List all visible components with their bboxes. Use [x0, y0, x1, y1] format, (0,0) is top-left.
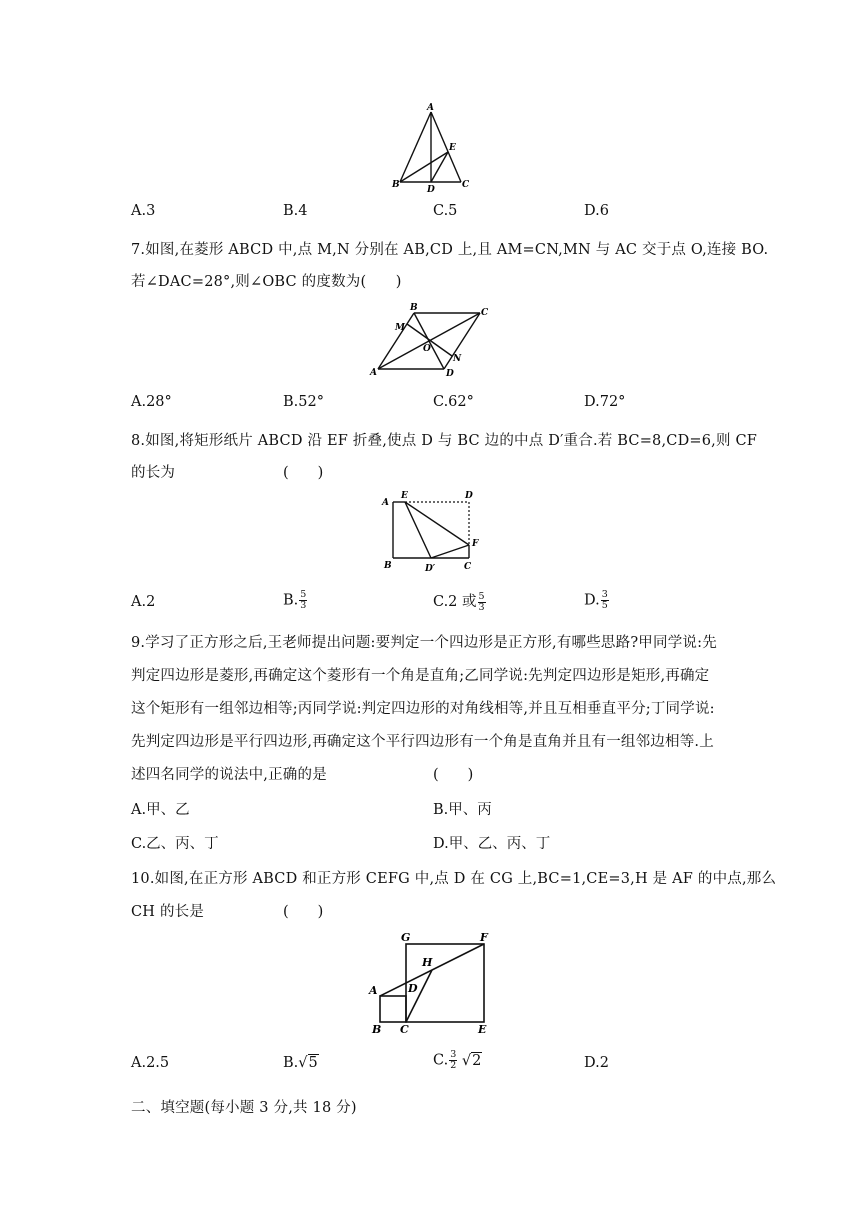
- q10-option-c-prefix: C.: [433, 1052, 449, 1069]
- q8-label-a: A: [382, 498, 389, 508]
- q8-option-d-prefix: D.: [584, 592, 600, 609]
- q7-option-d: D.72°: [584, 394, 626, 410]
- q9-text-line2: 判定四边形是菱形,再确定这个菱形有一个角是直角;乙同学说:先判定四边形是矩形,再确定: [131, 668, 710, 684]
- q8-rectangle-figure: [378, 488, 488, 576]
- q9-text-line4: 先判定四边形是平行四边形,再确定这个平行四边形有一个角是直角并且有一组邻边相等.上: [131, 734, 714, 750]
- q10-text-line2: CH 的长是: [131, 904, 205, 920]
- q6-label-b: B: [392, 180, 400, 190]
- q9-text-line5: 述四名同学的说法中,正确的是: [131, 767, 327, 783]
- q9-option-a: A.甲、乙: [131, 802, 190, 818]
- q6-option-c: C.5: [433, 203, 458, 219]
- q8-option-b-den: 3: [300, 600, 307, 611]
- q8-option-d-fraction: [601, 590, 609, 611]
- q8-label-b: B: [384, 561, 392, 571]
- q7-rhombus-figure: [364, 300, 500, 380]
- q7-label-m: M: [395, 323, 405, 333]
- q10-label-f: F: [480, 931, 488, 944]
- q6-option-a: A.3: [131, 203, 156, 219]
- q7-text-line1: 7.如图,在菱形 ABCD 中,点 M,N 分别在 AB,CD 上,且 AM=CN,MN 与 AC 交于点 O,连接 BO.: [131, 242, 769, 258]
- q8-option-a: A.2: [131, 594, 156, 610]
- q6-label-e: E: [449, 143, 456, 153]
- q8-option-d-num: 3: [601, 589, 608, 600]
- q9-text-line3: 这个矩形有一组邻边相等;丙同学说:判定四边形的对角线相等,并且互相垂直平分;丁同学说:: [131, 701, 715, 717]
- q8-option-b-fraction: [299, 590, 307, 611]
- q6-option-d: D.6: [584, 203, 609, 219]
- q9-option-b: B.甲、丙: [433, 802, 492, 818]
- q10-label-e: E: [478, 1023, 487, 1036]
- q10-option-c: [433, 1050, 482, 1071]
- q8-label-d-prime: D′: [425, 564, 436, 574]
- q10-option-d: D.2: [584, 1055, 609, 1071]
- q7-option-a: A.28°: [131, 394, 172, 410]
- q8-label-f: F: [472, 539, 479, 549]
- q9-text-line1: 9.学习了正方形之后,王老师提出问题:要判定一个四边形是正方形,有哪些思路?甲同学说:先: [131, 635, 717, 651]
- q7-label-d: D: [446, 369, 454, 379]
- q8-option-c-fraction: [478, 592, 486, 613]
- q9-answer-paren: ( ): [433, 767, 474, 783]
- q7-label-a: A: [370, 368, 377, 378]
- q10-option-b: [283, 1055, 319, 1071]
- q10-option-b-prefix: B.: [283, 1055, 299, 1071]
- q8-text-line1: 8.如图,将矩形纸片 ABCD 沿 EF 折叠,使点 D 与 BC 边的中点 D′重合.若 BC=8,CD=6,则 CF: [131, 433, 758, 449]
- q8-option-b-prefix: B.: [283, 592, 299, 609]
- q7-label-o: O: [423, 344, 431, 354]
- q8-option-c-num: 5: [478, 590, 485, 602]
- q10-label-g: G: [401, 931, 411, 944]
- q10-option-b-sqrt: √5: [298, 1055, 318, 1071]
- q10-option-c-radicand: 2: [472, 1052, 482, 1069]
- q8-label-e: E: [401, 491, 408, 501]
- q8-option-c-prefix: C.2 或: [433, 594, 477, 610]
- q8-option-c: [433, 590, 486, 613]
- q6-triangle-figure: [388, 100, 478, 195]
- q9-option-c: C.乙、丙、丁: [131, 836, 219, 852]
- q10-label-h: H: [422, 956, 433, 969]
- q10-label-c: C: [400, 1023, 409, 1036]
- q9-option-d: D.甲、乙、丙、丁: [433, 836, 551, 852]
- q10-option-c-fraction: [449, 1050, 457, 1071]
- q10-option-c-den: 2: [450, 1060, 457, 1071]
- q8-option-c-den: 3: [478, 601, 485, 613]
- q10-squares-figure: [366, 926, 502, 1038]
- q6-label-a: A: [427, 103, 434, 113]
- q8-option-d-den: 5: [601, 600, 608, 611]
- q7-label-c: C: [481, 308, 489, 318]
- q10-option-c-num: 3: [450, 1049, 457, 1060]
- q10-text-line1: 10.如图,在正方形 ABCD 和正方形 CEFG 中,点 D 在 CG 上,BC=1,CE=3,H 是 AF 的中点,那么: [131, 871, 777, 887]
- q7-label-n: N: [453, 354, 462, 364]
- q8-text-line2: 的长为: [131, 465, 176, 481]
- q8-option-d: [584, 590, 609, 611]
- q6-label-c: C: [462, 180, 470, 190]
- q10-answer-paren: ( ): [283, 904, 324, 920]
- q7-option-b: B.52°: [283, 394, 324, 410]
- q7-option-c: C.62°: [433, 394, 474, 410]
- q8-option-b-num: 5: [300, 589, 307, 600]
- q10-option-c-sqrt: √2: [461, 1052, 482, 1069]
- q6-label-d: D: [427, 185, 435, 195]
- q8-label-c: C: [464, 562, 472, 572]
- q10-label-d: D: [408, 982, 418, 995]
- section-title-fill-in: 二、填空题(每小题 3 分,共 18 分): [131, 1100, 357, 1116]
- q10-label-b: B: [372, 1023, 382, 1036]
- q7-text-line2: 若∠DAC=28°,则∠OBC 的度数为( ): [131, 274, 402, 290]
- q10-option-a: A.2.5: [131, 1055, 170, 1071]
- q7-label-b: B: [410, 303, 418, 313]
- q10-option-b-radicand: 5: [308, 1055, 318, 1071]
- q10-label-a: A: [369, 984, 378, 997]
- q6-option-b: B.4: [283, 203, 308, 219]
- q8-label-d: D: [465, 491, 473, 501]
- q8-option-b: [283, 590, 307, 611]
- q8-answer-paren: ( ): [283, 465, 324, 481]
